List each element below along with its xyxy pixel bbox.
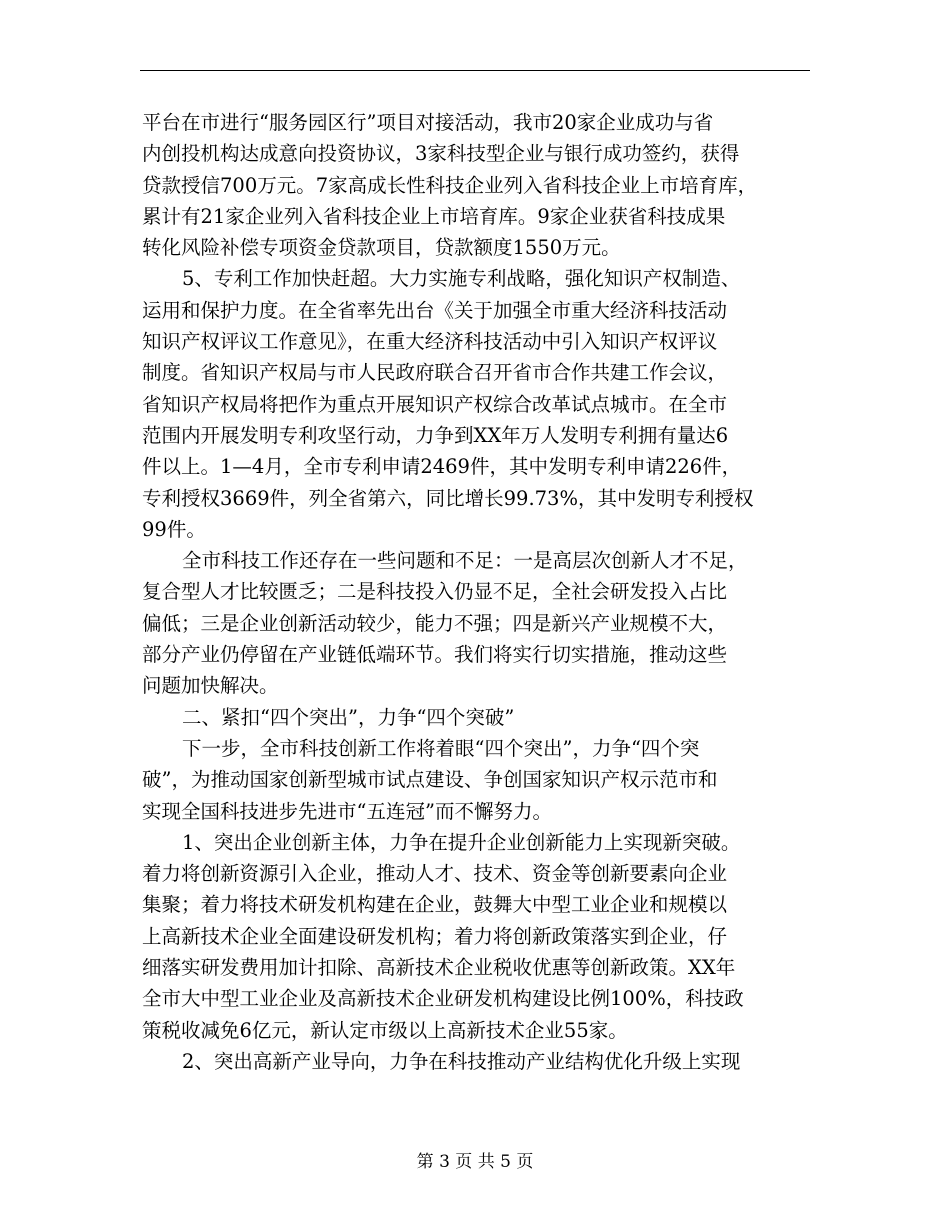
text-line: 范围内开展发明专利攻坚行动，力争到XX年万人发明专利拥有量达6	[142, 423, 729, 447]
text-line: 二、紧扣“四个突出”，力争“四个突破”	[182, 705, 515, 729]
text-line: 部分产业仍停留在产业链低端环节。我们将实行切实措施，推动这些	[142, 643, 728, 667]
text-line: 内创投机构达成意向投资协议，3家科技型企业与银行成功签约，获得	[142, 142, 740, 166]
text-line: 细落实研发费用加计扣除、高新技术企业税收优惠等创新政策。XX年	[142, 956, 736, 980]
text-line: 5、专利工作加快赶超。大力实施专利战略，强化知识产权制造、	[182, 267, 741, 291]
text-line: 破”，为推动国家创新型城市试点建设、争创国家知识产权示范市和	[142, 768, 718, 792]
text-line: 2、突出高新产业导向，力争在科技推动产业结构优化升级上实现	[182, 1049, 741, 1073]
text-line: 累计有21家企业列入省科技企业上市培育库。9家企业获省科技成果	[142, 204, 726, 228]
text-line: 全市科技工作还存在一些问题和不足：一是高层次创新人才不足，	[182, 549, 748, 573]
text-line: 知识产权评议工作意见》，在重大经济科技活动中引入知识产权评议	[142, 330, 718, 354]
text-line: 99件。	[142, 517, 206, 541]
text-line: 策税收减免6亿元，新认定市级以上高新技术企业55家。	[142, 1018, 628, 1042]
page-number-footer: 第 3 页 共 5 页	[416, 1152, 534, 1172]
text-line: 着力将创新资源引入企业，推动人才、技术、资金等创新要素向企业	[142, 862, 728, 886]
text-line: 问题加快解决。	[142, 674, 279, 698]
text-line: 全市大中型工业企业及高新技术企业研发机构建设比例100%，科技政	[142, 987, 744, 1011]
text-line: 贷款授信700万元。7家高成长性科技企业列入省科技企业上市培育库，	[142, 173, 758, 197]
text-line: 集聚；着力将技术研发机构建在企业，鼓舞大中型工业企业和规模以	[142, 893, 728, 917]
text-line: 省知识产权局将把作为重点开展知识产权综合改革试点城市。在全市	[142, 392, 728, 416]
text-line: 运用和保护力度。在全省率先出台《关于加强全市重大经济科技活动	[142, 298, 728, 322]
document-body	[142, 107, 810, 1077]
text-line: 实现全国科技进步先进市“五连冠”而不懈努力。	[142, 799, 552, 823]
text-line: 制度。省知识产权局与市人民政府联合召开省市合作共建工作会议，	[142, 361, 728, 385]
text-line: 偏低；三是企业创新活动较少，能力不强；四是新兴产业规模不大，	[142, 611, 728, 635]
text-line: 件以上。1—4月，全市专利申请2469件，其中发明专利申请226件，	[142, 455, 742, 479]
text-line: 上高新技术企业全面建设研发机构；着力将创新政策落实到企业，仔	[142, 924, 728, 948]
text-line: 复合型人才比较匮乏；二是科技投入仍显不足，全社会研发投入占比	[142, 580, 728, 604]
text-line: 1、突出企业创新主体，力争在提升企业创新能力上实现新突破。	[182, 830, 741, 854]
text-line: 下一步，全市科技创新工作将着眼“四个突出”，力争“四个突	[182, 736, 700, 760]
text-line: 平台在市进行“服务园区行”项目对接活动，我市20家企业成功与省	[142, 111, 714, 134]
text-line: 专利授权3669件，列全省第六，同比增长99.73%，其中发明专利授权	[142, 486, 754, 510]
text-line: 转化风险补偿专项资金贷款项目，贷款额度1550万元。	[142, 236, 621, 260]
header-rule	[140, 70, 810, 71]
